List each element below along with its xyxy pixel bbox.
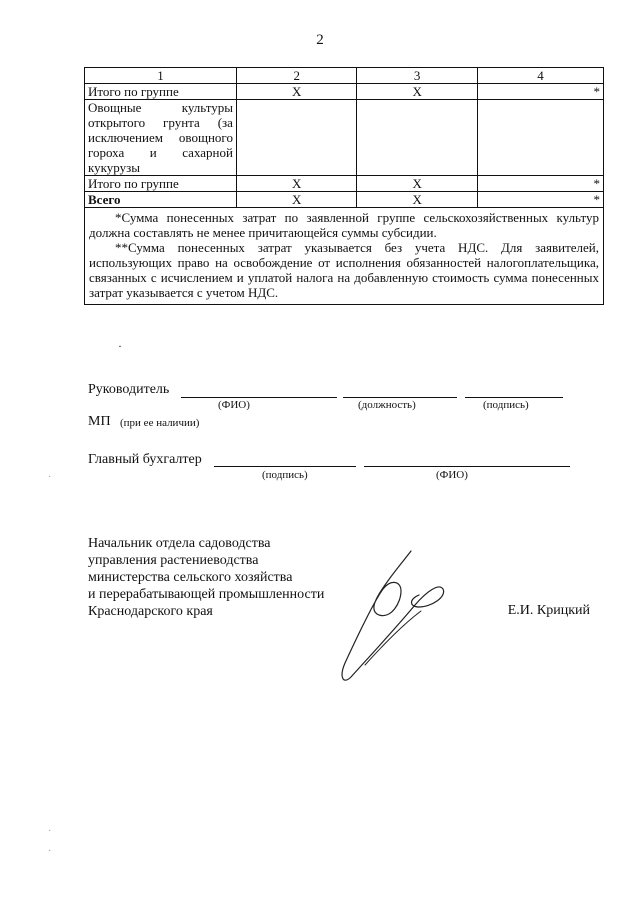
row-label: Итого по группе — [85, 176, 237, 192]
notes-cell — [85, 208, 604, 305]
head-signature-line — [465, 397, 563, 398]
footer-title — [88, 535, 324, 620]
signatory-name: Е.И. Крицкий — [507, 603, 590, 618]
header-col-1: 1 — [85, 68, 237, 84]
row-label: Всего — [85, 192, 237, 208]
row-cell — [236, 100, 356, 176]
head-position-line — [343, 397, 457, 398]
table-header-row — [85, 68, 604, 84]
row-cell — [477, 100, 603, 176]
row-cell: Х — [236, 84, 356, 100]
fio-caption: (ФИО) — [218, 399, 250, 411]
row-cell: Х — [357, 84, 477, 100]
row-cell: Х — [236, 176, 356, 192]
row-cell: * — [477, 176, 603, 192]
table-row — [85, 84, 604, 100]
scan-mark: · — [48, 472, 52, 483]
head-label: Руководитель — [88, 382, 170, 397]
costs-table — [84, 67, 604, 305]
accountant-fio-line — [364, 466, 570, 467]
position-caption: (должность) — [358, 399, 416, 411]
footer-line: управления растениеводства — [88, 553, 259, 568]
row-cell: * — [477, 192, 603, 208]
mp-note: (при ее наличии) — [120, 417, 200, 429]
signature-caption: (подпись) — [483, 399, 529, 411]
row-label: Овощные культуры открытого грунта (за исключением овощного гороха и сахарной кукурузы — [85, 100, 237, 176]
row-cell: Х — [357, 176, 477, 192]
row-cell: Х — [357, 192, 477, 208]
table-notes-row — [85, 208, 604, 305]
row-cell: * — [477, 84, 603, 100]
accountant-label: Главный бухгалтер — [88, 452, 202, 467]
stray-dot: · — [118, 339, 122, 353]
row-label: Итого по группе — [85, 84, 237, 100]
page-number: 2 — [316, 32, 324, 48]
scan-mark: · — [48, 846, 52, 857]
header-col-2: 2 — [236, 68, 356, 84]
head-fio-line — [181, 397, 337, 398]
row-cell — [357, 100, 477, 176]
footer-line: Краснодарского края — [88, 604, 213, 619]
mp-label: МП — [88, 414, 111, 429]
accountant-signature-caption: (подпись) — [262, 469, 308, 481]
note-1: *Сумма понесенных затрат по заявленной группе сельскохозяйственных культур должна составлять не менее причитающейся суммы субсидии. — [89, 210, 599, 240]
note-2: **Сумма понесенных затрат указывается без учета НДС. Для заявителей, использующих право на освобождение от исполнения обязанностей налогоплательщика, связанных с исчислением и уплатой налога на добавленную стоимость сумма понесенных затрат указывается с учетом НДС. — [89, 240, 599, 300]
handwritten-signature — [335, 545, 455, 695]
row-cell: Х — [236, 192, 356, 208]
scan-mark: · — [48, 826, 52, 837]
table-row — [85, 100, 604, 176]
header-col-3: 3 — [357, 68, 477, 84]
footer-line: министерства сельского хозяйства — [88, 570, 293, 585]
accountant-signature-line — [214, 466, 356, 467]
footer-line: Начальник отдела садоводства — [88, 536, 271, 551]
footer-line: и перерабатывающей промышленности — [88, 587, 325, 602]
table-row-total — [85, 192, 604, 208]
accountant-fio-caption: (ФИО) — [436, 469, 468, 481]
table-row — [85, 176, 604, 192]
header-col-4: 4 — [477, 68, 603, 84]
